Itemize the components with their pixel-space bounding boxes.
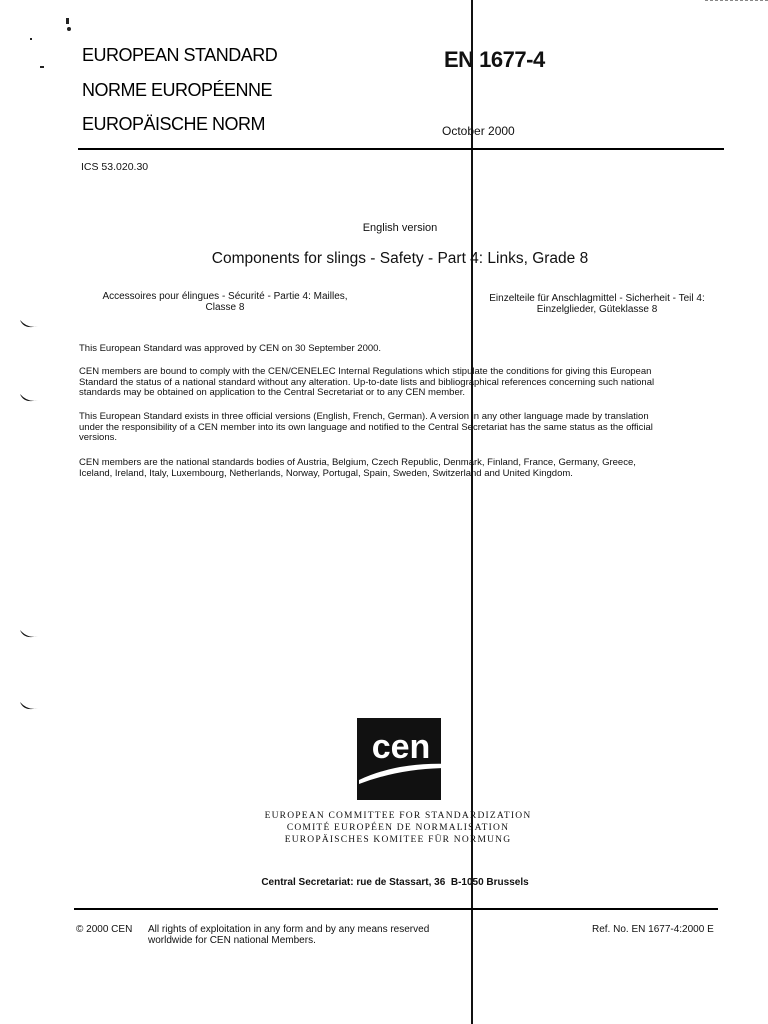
paragraph-line: This European Standard was approved by CEN on 30 September 2000. xyxy=(79,343,382,354)
paragraph-line: standards may be obtained on application to the Central Secretariat or to any CEN member. xyxy=(79,387,466,398)
title-english: EUROPEAN STANDARD xyxy=(82,45,278,65)
paragraph-line: Iceland, Ireland, Italy, Luxembourg, Netherlands, Norway, Portugal, Spain, Sweden, Switzerland and United Kingdom. xyxy=(79,467,573,479)
footer-copyright: © 2000 CEN xyxy=(76,924,133,935)
committee-line: COMITÉ EUROPÉEN DE NORMALISATION xyxy=(286,823,510,833)
paragraph-approval xyxy=(79,344,381,355)
scan-vertical-line xyxy=(471,0,473,1024)
header-rule xyxy=(78,148,724,150)
subtitle-french-line: Classe 8 xyxy=(205,302,245,313)
central-secretariat: Central Secretariat: rue de Stassart, 36 B-1050 Brussels xyxy=(261,877,529,888)
binder-hole-mark xyxy=(18,392,40,406)
footer-reference: Ref. No. EN 1677-4:2000 E xyxy=(592,924,714,935)
title-french: NORME EUROPÉENNE xyxy=(82,80,273,100)
subtitle-german-line: Einzelteile für Anschlagmittel - Sicherheit - Teil 4: xyxy=(489,293,705,304)
committee-line: EUROPÄISCHES KOMITEE FÜR NORMUNG xyxy=(284,835,512,845)
binder-hole-mark xyxy=(18,700,40,714)
footer-rule xyxy=(74,908,718,910)
committee-line: EUROPEAN COMMITTEE FOR STANDARDIZATION xyxy=(264,811,532,821)
scan-speck xyxy=(66,18,69,24)
paragraph-line: versions. xyxy=(79,432,118,443)
paragraph-versions xyxy=(79,412,653,444)
subtitle-german-line: Einzelglieder, Güteklasse 8 xyxy=(536,304,658,315)
publication-date: October 2000 xyxy=(442,124,515,138)
top-right-dashes xyxy=(705,0,768,3)
cen-logo-text: cen xyxy=(371,728,431,766)
committee-names xyxy=(238,810,558,846)
standard-number: EN 1677-4 xyxy=(444,47,545,72)
language-version: English version xyxy=(362,222,438,234)
paragraph-compliance xyxy=(79,367,654,399)
footer-rights-line: worldwide for CEN national Members. xyxy=(148,935,316,946)
paragraph-line: Standard the status of a national standard without any alteration. Up-to-date lists and bibliographical references concerning such national xyxy=(79,376,655,388)
paragraph-line: under the responsibility of a CEN member into its own language and notified to the Central Secretariat has the same status as the official xyxy=(79,421,653,433)
cen-logo xyxy=(357,718,441,800)
scan-speck xyxy=(30,38,32,40)
binder-hole-mark xyxy=(18,318,40,332)
binder-hole-mark xyxy=(18,628,40,642)
paragraph-line: CEN members are bound to comply with the CEN/CENELEC Internal Regulations which stipulate the conditions for giving this European xyxy=(79,366,652,377)
paragraph-line: CEN members are the national standards bodies of Austria, Belgium, Czech Republic, Denmark, Finland, France, Germany, Greece, xyxy=(79,457,636,468)
paragraph-line: This European Standard exists in three official versions (English, French, German). A version in any other language made by translation xyxy=(79,411,649,422)
subtitle-german xyxy=(452,293,742,315)
scan-speck xyxy=(67,27,71,31)
paragraph-members xyxy=(79,458,636,479)
ics-code: ICS 53.020.30 xyxy=(81,161,149,173)
cen-logo-graphic xyxy=(357,718,441,800)
footer-rights xyxy=(148,924,429,946)
scan-speck xyxy=(40,66,44,68)
footer-rights-line: All rights of exploitation in any form and by any means reserved xyxy=(148,924,430,935)
title-german: EUROPÄISCHE NORM xyxy=(82,114,266,134)
main-title: Components for slings - Safety - Part 4: Links, Grade 8 xyxy=(211,250,589,267)
subtitle-french xyxy=(70,291,380,313)
subtitle-french-line: Accessoires pour élingues - Sécurité - Partie 4: Mailles, xyxy=(102,291,348,302)
